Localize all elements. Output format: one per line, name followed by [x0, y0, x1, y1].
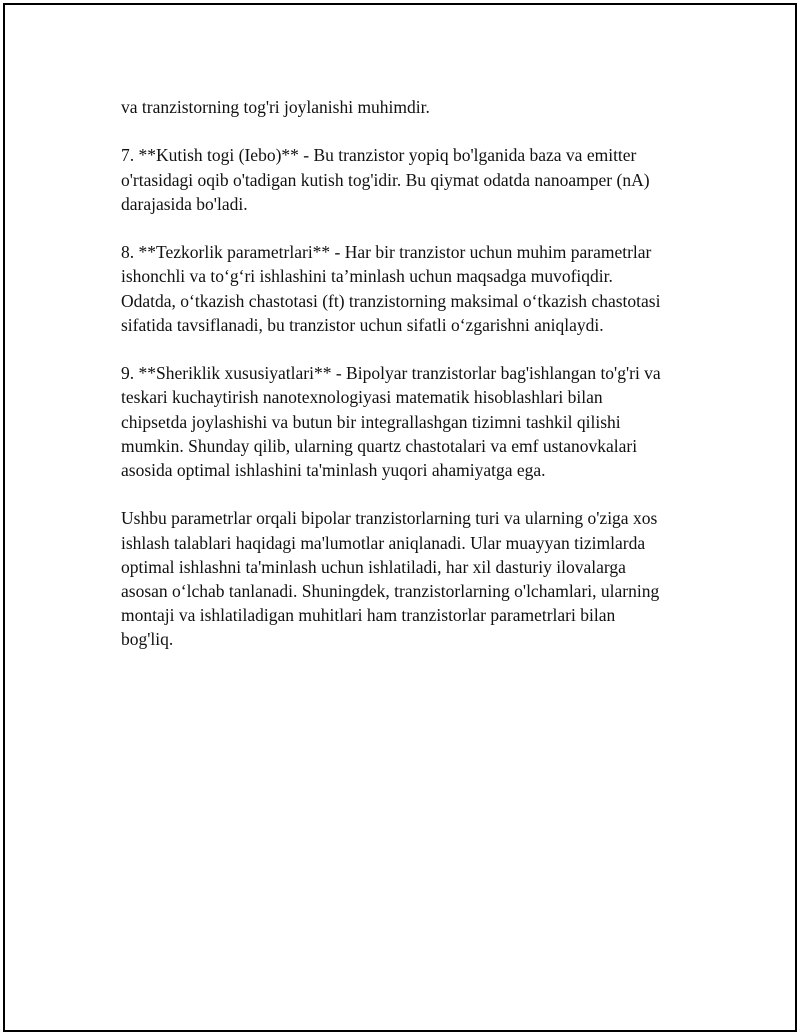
text-line: 7. **Kutish togi (Iebo)** - Bu tranzistor yopiq bo'lganida baza va emitter [121, 145, 637, 166]
text-line: ishonchli va to‘g‘ri ishlashini ta’minlash uchun maqsadga muvofiqdir. [121, 266, 613, 287]
text-line: asosida optimal ishlashini ta'minlash yuqori ahamiyatga ega. [121, 460, 546, 480]
text-line: Ushbu parametrlar orqali bipolar tranzistorlarning turi va ularning o'ziga xos [121, 508, 658, 529]
paragraph-item-9 [121, 361, 701, 482]
text-line: 9. **Sheriklik xususiyatlari** - Bipolyar tranzistorlar bag'ishlangan to'g'ri va [121, 363, 661, 384]
text-line: 8. **Tezkorlik parametrlari** - Har bir tranzistor uchun muhim parametrlar [121, 242, 652, 263]
text-line: asosan o‘lchab tanlanadi. Shuningdek, tranzistorlarning o'lchamlari, ularning [121, 581, 660, 601]
text-line: ishlash talablari haqidagi ma'lumotlar aniqlanadi. Ular muayyan tizimlarda [121, 532, 646, 553]
paragraph-summary [121, 506, 701, 651]
text-line: optimal ishlashni ta'minlash uchun ishlatiladi, har xil dasturiy ilovalarga [121, 556, 626, 577]
text-line: Odatda, o‘tkazish chastotasi (ft) tranzistorning maksimal o‘tkazish chastotasi [121, 290, 661, 311]
text-line: va tranzistorning tog'ri joylanishi muhimdir. [121, 97, 430, 117]
text-line: mumkin. Shunday qilib, ularning quartz chastotalari va emf ustanovkalari [121, 435, 638, 456]
paragraph-intro [121, 95, 701, 119]
document-page [3, 3, 797, 1032]
text-line: teskari kuchaytirish nanotexnologiyasi matematik hisoblashlari bilan [121, 387, 603, 408]
text-line: sifatida tavsiflanadi, bu tranzistor uchun sifatli o‘zgarishni aniqlaydi. [121, 314, 604, 335]
text-line: montaji va ishlatiladigan muhitlari ham tranzistorlar parametrlari bilan [121, 605, 616, 626]
paragraph-item-8 [121, 240, 701, 337]
text-line: bog'liq. [121, 629, 174, 650]
text-line: o'rtasidagi oqib o'tadigan kutish tog'idir. Bu qiymat odatda nanoamper (nA) [121, 169, 650, 190]
paragraph-item-7 [121, 143, 701, 216]
document-body [121, 95, 701, 676]
text-line: darajasida bo'ladi. [121, 193, 248, 214]
text-line: chipsetda joylashishi va butun bir integrallashgan tizimni tashkil qilishi [121, 411, 621, 432]
